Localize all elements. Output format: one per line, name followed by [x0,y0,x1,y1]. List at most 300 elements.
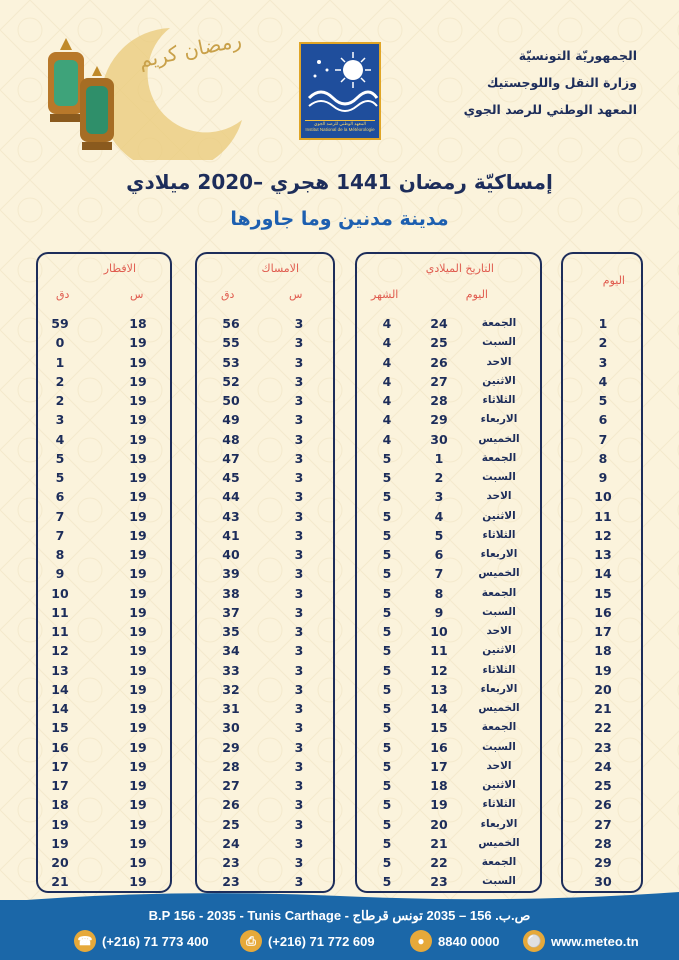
hours-header: س [289,288,303,301]
imsak-hour-cell: 3 [294,431,304,447]
table-row [563,757,641,776]
table-row [563,853,641,872]
weekday-cell: الاثنين [482,779,516,791]
weekday-cell: الاحد [486,490,512,503]
iftar-hour-cell: 19 [129,393,147,408]
imsak-hour-cell: 3 [294,335,304,351]
iftar-minute-cell: 3 [55,412,65,428]
table-row [38,333,170,352]
weekday-cell: الثلاثاء [482,798,516,811]
imsak-hour-cell: 3 [294,585,304,601]
day-number-cell: 18 [594,643,612,659]
month-cell: 5 [382,874,392,890]
date-cell: 15 [430,720,448,736]
iftar-hour-cell: 19 [129,874,147,890]
imsak-minute-cell: 37 [222,604,240,620]
iftar-hour-cell: 19 [129,604,147,620]
imsak-hour-cell: 3 [294,681,304,697]
imsak-minute-cell: 27 [222,778,240,793]
table-row [38,718,170,737]
iftar-hour-cell: 19 [129,508,147,524]
date-cell: 11 [430,643,448,659]
weekday-cell: السبت [482,605,516,618]
footer-website[interactable] [523,930,639,952]
iftar-minute-cell: 21 [51,874,69,890]
iftar-minute-cell: 7 [55,508,65,524]
month-cell: 5 [382,758,392,774]
table-row [197,603,333,622]
table-row [38,410,170,429]
imsak-hour-cell: 3 [294,566,304,582]
table-row [197,487,333,506]
day-number-cell: 11 [594,508,612,524]
day-header: اليوم [602,274,625,287]
date-cell: 26 [430,354,448,370]
iftar-hour-cell: 19 [129,470,147,485]
weekday-cell: الاربعاء [480,682,518,695]
weekday-cell: الاحد [486,759,512,772]
footer-wave [0,888,679,902]
table-row [197,622,333,641]
day-number-cell: 2 [598,335,608,351]
table-row [38,372,170,391]
weekday-cell: الاربعاء [480,548,518,560]
table-row [38,738,170,757]
imsak-minute-cell: 26 [222,797,240,813]
iftar-hour-cell: 19 [129,835,147,851]
day-number-cell: 14 [594,566,612,582]
table-row [563,661,641,680]
iftar-hour-cell: 19 [129,489,147,505]
table-row [197,815,333,834]
table-row [563,603,641,622]
table-row [197,526,333,545]
date-cell: 30 [430,431,448,447]
month-cell: 4 [382,431,392,447]
date-cell: 6 [434,547,444,562]
iftar-hour-cell: 19 [129,450,147,466]
iftar-hour-cell: 19 [129,797,147,813]
imsak-hour-cell: 3 [294,643,304,659]
table-row [197,564,333,583]
day-number-cell: 27 [594,816,612,832]
date-cell: 19 [430,797,448,813]
footer-fax[interactable] [240,930,375,952]
table-row [563,507,641,526]
table-row [357,468,540,487]
imsak-minute-cell: 31 [222,701,240,716]
imsak-minute-cell: 32 [222,681,240,697]
imsak-minute-cell: 40 [222,547,240,562]
lantern-icon [48,38,84,122]
imsak-rows [197,314,333,892]
imsak-hour-cell: 3 [294,508,304,524]
day-number-cell: 10 [594,489,612,505]
table-row [197,853,333,872]
day-number-cell: 7 [598,431,608,447]
imsak-hour-cell: 3 [294,412,304,428]
table-row [38,680,170,699]
iftar-minute-cell: 5 [55,470,65,485]
imsak-hour-cell: 3 [294,874,304,890]
table-row [357,449,540,468]
iftar-minute-cell: 6 [55,489,65,505]
phone-number: (+216) 71 773 400 [102,933,209,949]
iftar-rows [38,314,170,892]
iftar-hour-cell: 19 [129,855,147,870]
date-cell: 27 [430,373,448,389]
table-row [563,526,641,545]
iftar-hour-cell: 19 [129,354,147,370]
weekday-cell: الخميس [478,836,520,849]
imsak-hour-cell: 3 [294,547,304,562]
page-title: إمساكيّة رمضان 1441 هجري –2020 ميلادي [126,170,553,194]
table-row [197,834,333,853]
date-cell: 7 [434,566,444,582]
iftar-minute-cell: 2 [55,393,65,408]
month-cell: 5 [382,566,392,582]
table-row [357,680,540,699]
month-cell: 5 [382,662,392,678]
day-number-cell: 20 [594,681,612,697]
month-cell: 4 [382,373,392,389]
table-row [38,526,170,545]
table-row [563,487,641,506]
imsak-minute-cell: 30 [222,720,240,736]
imsak-hour-cell: 3 [294,739,304,755]
table-row [563,314,641,333]
date-cell: 2 [434,470,444,485]
table-row [563,815,641,834]
weekday-cell: السبت [482,471,516,483]
iftar-hour-cell: 19 [129,643,147,659]
phone-icon: ☎ [74,930,96,952]
weekday-cell: الثلاثاء [482,663,516,676]
imsak-hour-cell: 3 [294,393,304,408]
table-row [197,507,333,526]
lantern-icon [80,66,114,150]
table-row [563,333,641,352]
table-row [38,584,170,603]
iftar-minute-cell: 13 [51,662,69,678]
table-row [38,776,170,795]
day-number-cell: 13 [594,547,612,562]
table-row [38,545,170,564]
date-cell: 23 [430,874,448,890]
website-link: www.meteo.tn [551,933,639,949]
iftar-hour-cell: 18 [129,316,147,331]
table-row [563,430,641,449]
table-row [563,391,641,410]
month-cell: 5 [382,739,392,755]
weekday-cell: السبت [482,740,516,753]
date-cell: 13 [430,681,448,697]
iftar-hour-cell: 19 [129,431,147,447]
table-row [38,314,170,333]
table-row [197,776,333,795]
imsak-minute-cell: 23 [222,874,240,890]
imsak-hour-cell: 3 [294,720,304,736]
imsak-table [195,252,335,893]
date-cell: 28 [430,393,448,408]
imsak-hour-cell: 3 [294,816,304,832]
date-cell: 29 [430,412,448,428]
iftar-hour-cell: 19 [129,412,147,428]
hours-header: س [130,288,144,301]
imsak-hour-cell: 3 [294,354,304,370]
day-number-cell: 6 [598,412,608,428]
month-cell: 5 [382,855,392,870]
table-row [197,738,333,757]
day-number-cell: 26 [594,797,612,813]
imsak-minute-cell: 28 [222,758,240,774]
day-number-cell: 12 [594,527,612,543]
gregorian-rows [357,314,540,892]
table-row [197,353,333,372]
imsak-hour-cell: 3 [294,316,304,331]
imsak-minute-cell: 23 [222,855,240,870]
logo-caption-ar: المعهد الوطني للرصد الجوي [313,121,367,126]
imsak-minute-cell: 35 [222,624,240,639]
imsak-minute-cell: 24 [222,835,240,851]
month-cell: 5 [382,547,392,562]
footer [0,900,679,960]
weekday-cell: السبت [482,336,516,349]
weekday-cell: الاثنين [482,374,516,387]
table-row [357,526,540,545]
table-row [197,545,333,564]
imsak-hour-cell: 3 [294,855,304,870]
imsak-hour-cell: 3 [294,797,304,813]
table-row [38,699,170,718]
date-cell: 1 [434,450,444,466]
day-number-cell: 9 [598,470,608,485]
weekday-cell: الخميس [478,702,520,714]
logo-caption [305,120,375,134]
iftar-minute-cell: 2 [55,373,65,389]
day-number-table [561,252,643,893]
gregorian-header: التاريخ الميلادي [425,262,494,275]
table-row [357,410,540,429]
table-row [38,757,170,776]
weekday-cell: السبت [482,875,516,888]
table-row [563,564,641,583]
table-row [197,468,333,487]
weekday-cell: الاثنين [482,644,516,657]
table-row [357,622,540,641]
day-number-cell: 16 [594,604,612,620]
imsak-minute-cell: 50 [222,393,240,408]
table-row [357,795,540,814]
table-row [357,584,540,603]
table-row [563,353,641,372]
imsak-hour-cell: 3 [294,758,304,774]
day-number-cell: 25 [594,778,612,793]
table-row [563,410,641,429]
table-row [357,699,540,718]
table-row [357,853,540,872]
day-number-cell: 24 [594,758,612,774]
day-number-cell: 22 [594,720,612,736]
iftar-minute-cell: 16 [51,739,69,755]
iftar-minute-cell: 4 [55,431,65,447]
table-row [38,468,170,487]
table-row [197,333,333,352]
logo-caption-fr: Institut National de la Météorologie [305,127,375,132]
location-icon: ● [410,930,432,952]
table-row [197,449,333,468]
imsak-minute-cell: 52 [222,373,240,389]
table-row [357,564,540,583]
month-cell: 5 [382,701,392,716]
ramadan-kareem-calligraphy: رمضان كريم [136,27,244,73]
iftar-minute-cell: 9 [55,566,65,582]
imsak-hour-cell: 3 [294,373,304,389]
iftar-minute-cell: 8 [55,547,65,562]
ministry-line: وزارة النقل واللوجستيك [486,75,637,90]
table-row [38,661,170,680]
table-row [38,507,170,526]
month-cell: 5 [382,778,392,793]
table-row [357,507,540,526]
table-row [563,584,641,603]
imsak-minute-cell: 34 [222,643,240,659]
day-number-cell: 4 [598,373,608,389]
institute-logo [299,42,381,140]
table-row [38,391,170,410]
table-row [38,487,170,506]
table-row [38,795,170,814]
iftar-hour-cell: 19 [129,566,147,582]
imsak-hour-cell: 3 [294,489,304,505]
ministry-block [407,42,637,123]
table-row [357,834,540,853]
month-cell: 5 [382,681,392,697]
month-header: الشهر [371,288,399,301]
iftar-hour-cell: 19 [129,739,147,755]
date-cell: 25 [430,335,448,351]
table-row [357,545,540,564]
date-cell: 8 [434,585,444,601]
imsak-hour-cell: 3 [294,778,304,793]
iftar-minute-cell: 20 [51,855,69,870]
table-row [357,776,540,795]
weekday-header: اليوم [465,288,488,301]
month-cell: 5 [382,835,392,851]
footer-phone[interactable] [74,930,209,952]
green-number: 8840 0000 [438,933,500,949]
weekday-cell: الاثنين [482,509,516,522]
table-row [197,641,333,660]
month-cell: 5 [382,797,392,813]
table-row [197,680,333,699]
iftar-minute-cell: 12 [51,643,69,659]
weekday-cell: الثلاثاء [482,394,516,406]
imsak-minute-cell: 25 [222,816,240,832]
iftar-minute-cell: 10 [51,585,69,601]
iftar-minute-cell: 18 [51,797,69,813]
table-row [563,776,641,795]
day-number-cell: 1 [598,316,608,331]
footer-address: B.P 156 - 2035 - Tunis Carthage - ص.ب. 156 – 2035 تونس قرطاج [148,908,531,923]
date-cell: 14 [430,701,448,716]
imsak-minute-cell: 49 [222,412,240,428]
iftar-minute-cell: 15 [51,720,69,736]
iftar-minute-cell: 11 [51,624,69,639]
month-cell: 5 [382,816,392,832]
date-cell: 18 [430,778,448,793]
ministry-line: الجمهوريّة التونسيّة [518,48,637,63]
table-row [357,487,540,506]
iftar-minute-cell: 7 [55,527,65,543]
table-row [357,738,540,757]
table-row [197,718,333,737]
table-row [563,641,641,660]
table-row [357,391,540,410]
iftar-hour-cell: 19 [129,681,147,697]
iftar-minute-cell: 14 [51,681,69,697]
fax-number: (+216) 71 772 609 [268,933,375,949]
day-number-cell: 5 [598,393,608,408]
weekday-cell: الجمعة [481,451,517,464]
iftar-minute-cell: 19 [51,816,69,832]
date-cell: 21 [430,835,448,851]
day-number-cell: 17 [594,624,612,639]
month-cell: 5 [382,527,392,543]
table-row [563,680,641,699]
page-subtitle: مدينة مدنين وما جاورها [230,208,449,230]
table-row [197,410,333,429]
table-row [197,584,333,603]
table-row [563,795,641,814]
imsak-minute-cell: 33 [222,662,240,678]
table-row [38,622,170,641]
minutes-header: دق [56,288,70,301]
weekday-cell: الاربعاء [480,413,518,426]
fax-icon: ⎙ [240,930,262,952]
imsak-minute-cell: 45 [222,470,240,485]
table-row [563,545,641,564]
table-row [197,661,333,680]
imsak-minute-cell: 47 [222,450,240,466]
table-row [357,815,540,834]
imsak-minute-cell: 39 [222,566,240,582]
month-cell: 4 [382,335,392,351]
imsak-minute-cell: 55 [222,335,240,351]
month-cell: 5 [382,585,392,601]
table-row [38,853,170,872]
iftar-hour-cell: 19 [129,527,147,543]
month-cell: 5 [382,604,392,620]
footer-green-number[interactable] [410,930,499,952]
table-row [563,699,641,718]
day-rows [563,314,641,892]
table-row [38,353,170,372]
table-row [357,333,540,352]
date-cell: 16 [430,739,448,755]
date-cell: 20 [430,816,448,832]
month-cell: 4 [382,393,392,408]
globe-icon: ⚪ [523,930,545,952]
date-cell: 10 [430,624,448,639]
month-cell: 5 [382,720,392,736]
date-cell: 4 [434,508,444,524]
month-cell: 4 [382,354,392,370]
iftar-hour-cell: 19 [129,335,147,351]
iftar-minute-cell: 14 [51,701,69,716]
iftar-minute-cell: 59 [51,316,69,331]
table-row [38,430,170,449]
